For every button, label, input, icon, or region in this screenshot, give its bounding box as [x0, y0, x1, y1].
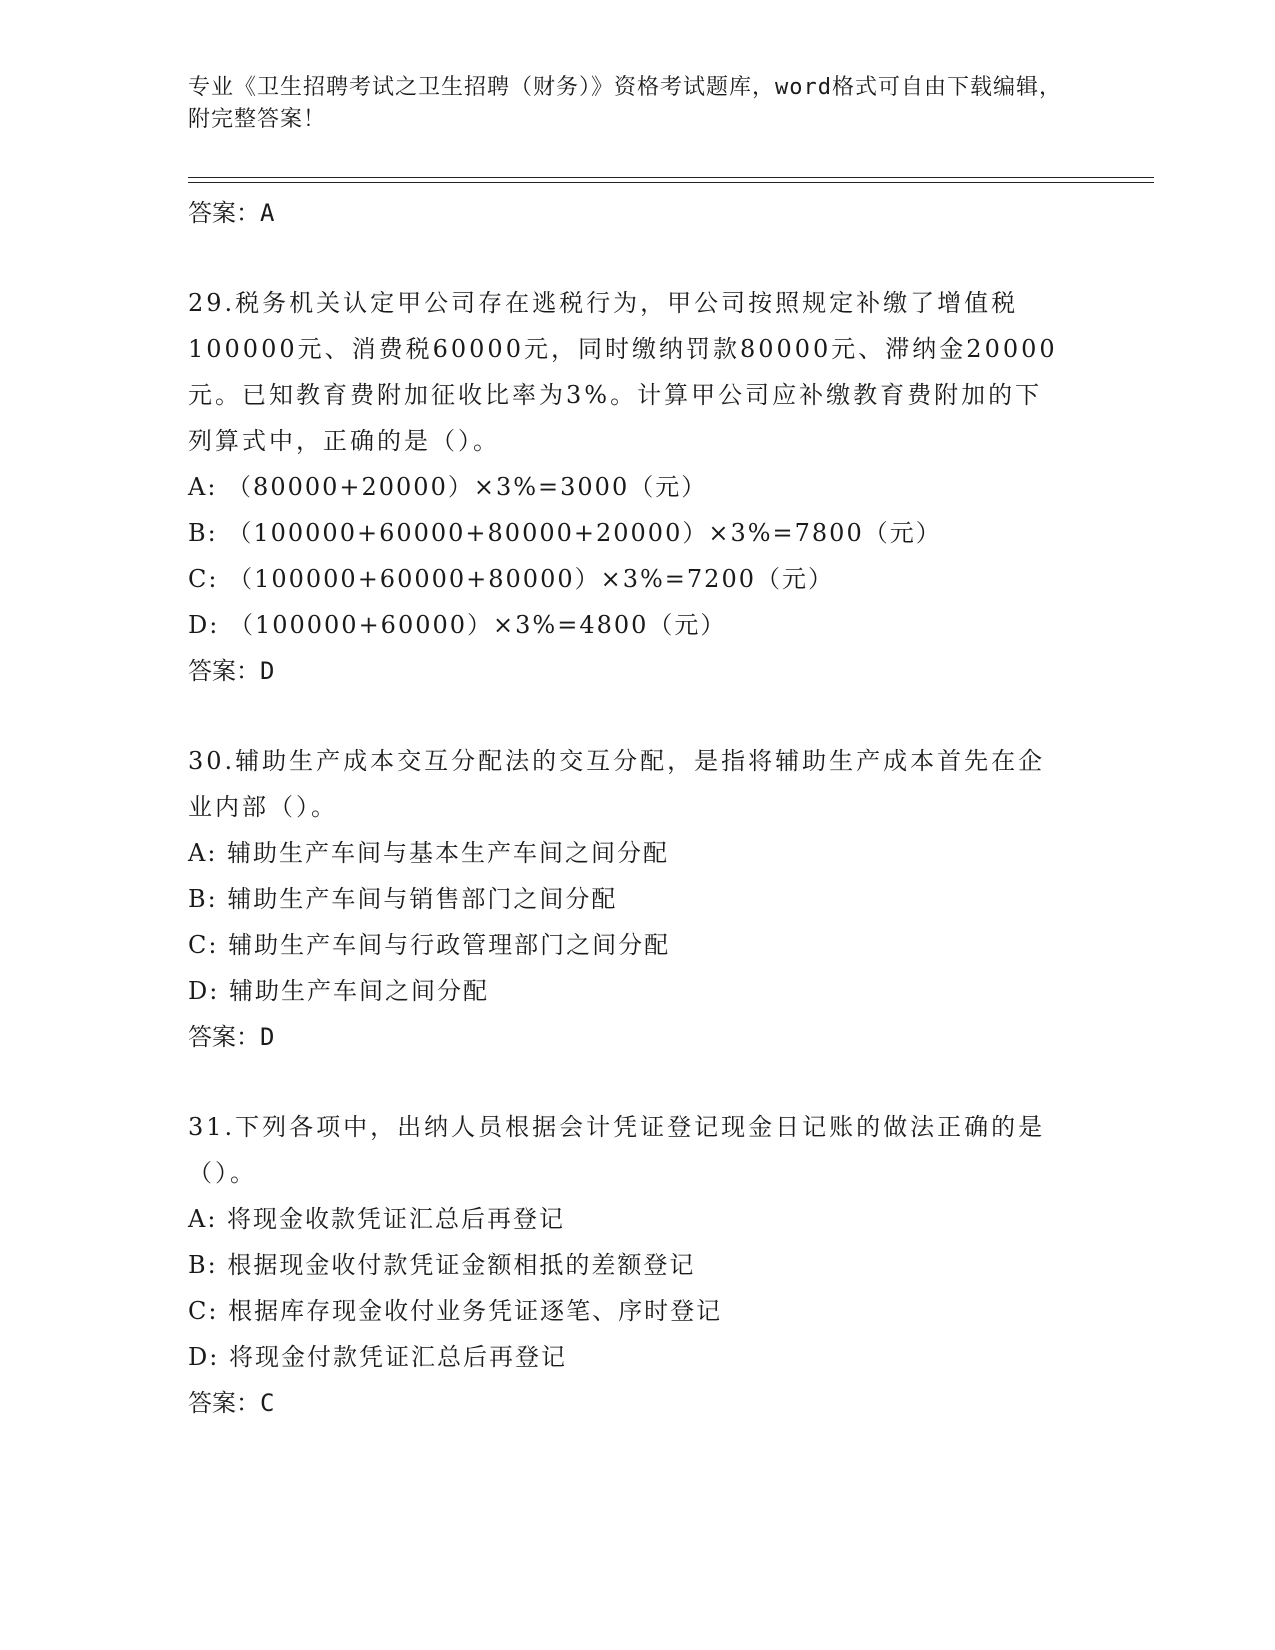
answer-line: 答案：C	[188, 1389, 275, 1417]
option-a: A: 将现金收款凭证汇总后再登记	[188, 1205, 566, 1233]
question-stem: 31.下列各项中，出纳人员根据会计凭证登记现金日记账的做法正确的是（）。	[188, 1113, 1046, 1187]
option-a: A: 辅助生产车间与基本生产车间之间分配	[188, 839, 670, 867]
option-a: A: （80000+20000）×3%=3000（元）	[188, 473, 708, 501]
document-header: 专业《卫生招聘考试之卫生招聘（财务）》资格考试题库，word格式可自由下载编辑，附完整答案！	[188, 75, 1062, 132]
question-stem: 29.税务机关认定甲公司存在逃税行为，甲公司按照规定补缴了增值税100000元、消费税60000元，同时缴纳罚款80000元、滞纳金20000元。已知教育费附加征收比率为3%。计算甲公司应补缴教育费附加的下列算式中，正确的是（）。	[188, 289, 1058, 455]
question-stem: 30.辅助生产成本交互分配法的交互分配，是指将辅助生产成本首先在企业内部（）。	[188, 747, 1046, 821]
option-c: C: 辅助生产车间与行政管理部门之间分配	[188, 931, 671, 959]
option-c: C: 根据库存现金收付业务凭证逐笔、序时登记	[188, 1297, 723, 1325]
answer-line: 答案：A	[188, 199, 275, 227]
question-31	[188, 1104, 1088, 1426]
option-b: B: （100000+60000+80000+20000）×3%=7800（元）	[188, 519, 942, 547]
option-d: D: 辅助生产车间之间分配	[188, 977, 489, 1005]
question-29	[188, 280, 1088, 694]
question-list	[188, 190, 1088, 1426]
header-rule-bottom	[188, 182, 1154, 183]
option-b: B: 辅助生产车间与销售部门之间分配	[188, 885, 618, 913]
option-d: D: 将现金付款凭证汇总后再登记	[188, 1343, 567, 1371]
answer-line: 答案：D	[188, 1023, 275, 1051]
option-c: C: （100000+60000+80000）×3%=7200（元）	[188, 565, 834, 593]
answer-line: 答案：D	[188, 657, 275, 685]
header-rule-top	[188, 177, 1154, 178]
option-d: D: （100000+60000）×3%=4800（元）	[188, 611, 727, 639]
option-b: B: 根据现金收付款凭证金额相抵的差额登记	[188, 1251, 696, 1279]
question-30	[188, 738, 1088, 1060]
